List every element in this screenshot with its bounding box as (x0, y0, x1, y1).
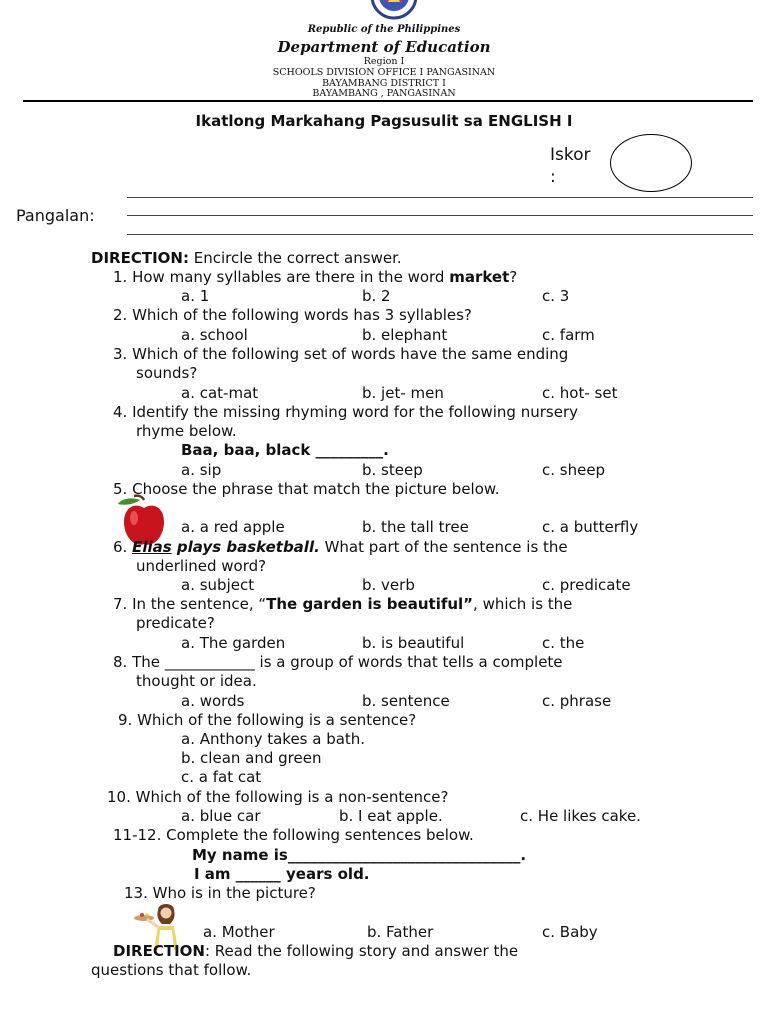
q3-option-a[interactable]: a. cat-mat (181, 384, 259, 402)
question-7: 7. In the sentence, “The garden is beautiful”, which is the (113, 595, 573, 613)
name-sentence[interactable]: My name is_______________________________. (192, 846, 527, 864)
q3-option-b[interactable]: b. jet- men (362, 384, 444, 402)
q10-option-b[interactable]: b. I eat apple. (339, 807, 443, 825)
name-line-1[interactable] (127, 197, 753, 198)
q8-option-a[interactable]: a. words (181, 692, 245, 710)
question-4-cont: rhyme below. (136, 422, 237, 440)
header-district: BAYAMBANG DISTRICT I (322, 78, 446, 89)
q13-option-a[interactable]: a. Mother (203, 923, 275, 941)
q7-option-b[interactable]: b. is beautiful (362, 634, 465, 652)
q8-option-c[interactable]: c. phrase (542, 692, 612, 710)
q5-option-c[interactable]: c. a butterfly (542, 518, 639, 536)
header-division: SCHOOLS DIVISION OFFICE I PANGASINAN (272, 67, 496, 78)
q3-option-c[interactable]: c. hot- set (542, 384, 618, 402)
q10-option-a[interactable]: a. blue car (181, 807, 261, 825)
deped-seal-icon (366, 0, 422, 22)
q10-option-c[interactable]: c. He likes cake. (520, 807, 641, 825)
q6-option-a[interactable]: a. subject (181, 576, 255, 594)
q6-option-c[interactable]: c. predicate (542, 576, 631, 594)
q4-option-a[interactable]: a. sip (181, 461, 222, 479)
nursery-rhyme: Baa, baa, black _________. (181, 441, 389, 459)
q5-option-a[interactable]: a. a red apple (181, 518, 285, 536)
header-place: BAYAMBANG , PANGASINAN (312, 88, 456, 99)
header-divider (23, 100, 753, 102)
question-3-cont: sounds? (136, 364, 198, 382)
q9-option-b[interactable]: b. clean and green (181, 749, 322, 767)
question-3: 3. Which of the following set of words have the same ending (113, 345, 569, 363)
q2-option-c[interactable]: c. farm (542, 326, 595, 344)
question-9: 9. Which of the following is a sentence? (118, 711, 417, 729)
q7-option-c[interactable]: c. the (542, 634, 585, 652)
q1-option-a[interactable]: a. 1 (181, 287, 210, 305)
question-1: 1. How many syllables are there in the word market? (113, 268, 518, 286)
name-line-3[interactable] (127, 234, 753, 235)
q4-option-b[interactable]: b. steep (362, 461, 423, 479)
q2-option-a[interactable]: a. school (181, 326, 248, 344)
q7-option-a[interactable]: a. The garden (181, 634, 286, 652)
direction-1: DIRECTION: Encircle the correct answer. (91, 249, 402, 267)
page-title: Ikatlong Markahang Pagsusulit sa ENGLISH I (195, 112, 573, 130)
score-circle[interactable] (610, 134, 692, 192)
question-4: 4. Identify the missing rhyming word for the following nursery (113, 403, 578, 421)
q13-option-b[interactable]: b. Father (367, 923, 434, 941)
question-8: 8. The ____________ is a group of words that tells a complete (113, 653, 563, 671)
age-sentence[interactable]: I am ______ years old. (194, 865, 370, 883)
question-7-cont: predicate? (136, 614, 215, 632)
q2-option-b[interactable]: b. elephant (362, 326, 448, 344)
q1-option-b[interactable]: b. 2 (362, 287, 391, 305)
question-10: 10. Which of the following is a non-sentence? (107, 788, 449, 806)
question-8-cont: thought or idea. (136, 672, 257, 690)
score-label: Iskor : (550, 145, 591, 187)
header-region: Region I (363, 56, 405, 67)
q1-option-c[interactable]: c. 3 (542, 287, 570, 305)
name-label: Pangalan: (16, 206, 95, 225)
direction-2-cont: questions that follow. (91, 961, 252, 979)
q9-option-c[interactable]: c. a fat cat (181, 768, 262, 786)
q6-option-b[interactable]: b. verb (362, 576, 415, 594)
q13-option-c[interactable]: c. Baby (542, 923, 598, 941)
q4-option-c[interactable]: c. sheep (542, 461, 606, 479)
question-5: 5. Choose the phrase that match the picture below. (113, 480, 500, 498)
header-republic: Republic of the Philippines (307, 24, 461, 35)
question-6: 6. Elias plays basketball. What part of the sentence is the (113, 538, 568, 556)
q5-option-b[interactable]: b. the tall tree (362, 518, 469, 536)
question-2: 2. Which of the following words has 3 syllables? (113, 306, 472, 324)
question-11-12: 11-12. Complete the following sentences below. (113, 826, 474, 844)
header-department: Department of Education (277, 38, 491, 56)
name-line-2[interactable] (127, 215, 753, 216)
q8-option-b[interactable]: b. sentence (362, 692, 450, 710)
question-6-cont: underlined word? (136, 557, 267, 575)
direction-2: DIRECTION: Read the following story and answer the (113, 942, 519, 960)
question-13: 13. Who is in the picture? (124, 884, 316, 902)
q9-option-a[interactable]: a. Anthony takes a bath. (181, 730, 366, 748)
